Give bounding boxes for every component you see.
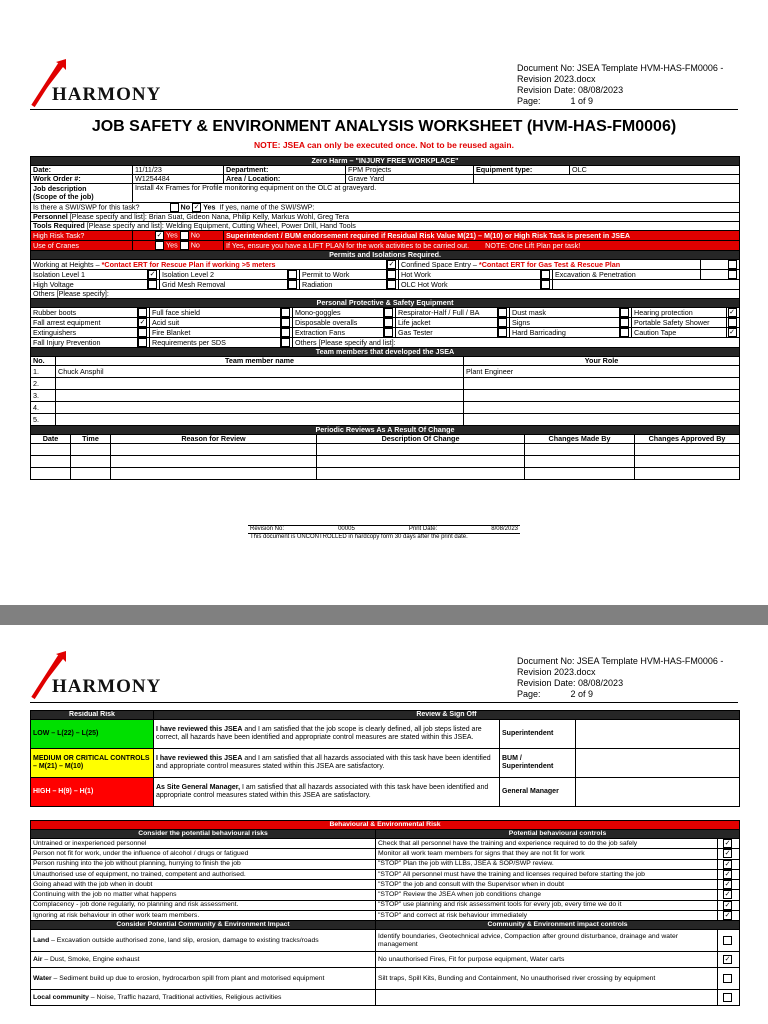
env-checkbox[interactable] — [723, 974, 732, 983]
behav-checkbox[interactable]: ✓ — [724, 912, 731, 920]
team-row-role[interactable] — [464, 390, 740, 402]
work-order-label: Work Order #: — [31, 175, 133, 184]
behav-checkbox[interactable]: ✓ — [724, 870, 731, 878]
team-header: Team members that developed the JSEA — [31, 348, 740, 357]
review-cell[interactable] — [317, 468, 525, 480]
ppe-extraction-fans-checkbox[interactable] — [384, 328, 393, 337]
isolation-level-1-label: Isolation Level 1 — [31, 270, 148, 280]
department-value[interactable]: FPM Projects — [346, 166, 474, 175]
review-cell[interactable] — [525, 444, 635, 456]
env-control: No unauthorised Fires, Fit for purpose equipment, Water carts — [376, 952, 718, 968]
cranes-options: Yes No — [133, 241, 224, 251]
ppe-fall-arrest: Fall arrest equipment — [31, 318, 138, 328]
behav-risk: Continuing with the job no matter what happens — [31, 890, 376, 900]
logo-text: HARMONY — [52, 676, 162, 697]
ppe-rubber-boots-checkbox[interactable] — [138, 308, 147, 317]
review-cell[interactable] — [525, 468, 635, 480]
confined-space-row: Confined Space Entry – *Contact ERT for Gas Test & Rescue Plan — [399, 260, 701, 270]
reviews-col-description: Description Of Change — [317, 435, 525, 444]
env-col-impact: Consider Potential Community & Environment Impact — [31, 921, 376, 930]
ppe-disposable-overalls: Disposable overalls — [293, 318, 384, 328]
high-risk-yes-checkbox[interactable]: ✓ — [156, 232, 163, 239]
reviews-header: Periodic Reviews As A Result Of Change — [31, 426, 740, 435]
team-row-role[interactable] — [464, 378, 740, 390]
behav-control: "STOP" and correct at risk behaviour immediately — [376, 911, 718, 921]
olc-hot-work-checkbox[interactable] — [541, 280, 550, 289]
document-info — [517, 656, 723, 700]
behav-checkbox[interactable]: ✓ — [724, 840, 731, 847]
team-row-name[interactable] — [56, 390, 464, 402]
excavation-checkbox[interactable] — [728, 270, 737, 279]
behav-risk: Going ahead with the job when in doubt — [31, 880, 376, 890]
review-cell[interactable] — [317, 456, 525, 468]
ppe-mono-goggles: Mono-goggles — [293, 308, 384, 318]
ppe-others[interactable]: Others [Please specify and list]: — [293, 338, 740, 348]
ppe-respirator-checkbox[interactable] — [498, 308, 507, 317]
permits-header: Permits and Isolations Required. — [31, 251, 740, 260]
ppe-life-jacket-checkbox[interactable] — [498, 318, 507, 327]
swi-no-checkbox[interactable] — [170, 203, 179, 212]
date-label: Date: — [31, 166, 133, 175]
ppe-fall-injury: Fall Injury Prevention — [31, 338, 138, 348]
behav-control: Check that all personnel have the training and experience required to do the job safely — [376, 839, 718, 849]
ppe-extinguishers: Extinguishers — [31, 328, 138, 338]
team-row-name[interactable] — [56, 414, 464, 426]
high-risk-no-checkbox[interactable] — [180, 231, 189, 240]
permit-to-work-checkbox[interactable] — [387, 270, 396, 279]
ppe-face-shield-checkbox[interactable] — [281, 308, 290, 317]
risk-medium-role: BUM / Superintendent — [500, 749, 576, 778]
env-col-controls: Community & Environment impact controls — [376, 921, 740, 930]
behav-risk: Unauthorised use of equipment, no trained, competent and authorised. — [31, 869, 376, 879]
radiation-label: Radiation — [300, 280, 387, 290]
hot-work-checkbox[interactable] — [541, 270, 550, 279]
ppe-gas-tester: Gas Tester — [396, 328, 498, 338]
ppe-face-shield: Full face shield — [150, 308, 281, 318]
behav-checkbox[interactable]: ✓ — [724, 860, 731, 868]
review-cell[interactable] — [111, 456, 317, 468]
behav-checkbox[interactable]: ✓ — [724, 881, 731, 889]
area-value[interactable]: Grave Yard — [346, 175, 474, 184]
behav-control: "STOP" use planning and risk assessment tools for every job, every time we do it — [376, 900, 718, 910]
team-row-name[interactable] — [56, 402, 464, 414]
area-label: Area / Location: — [224, 175, 346, 184]
uncontrolled-notice: This document is UNCONTROLLED in hardcopy form 30 days after the print date. — [250, 534, 468, 540]
equipment-type-value[interactable]: OLC — [570, 166, 740, 175]
swi-question-row: Is there a SWI/SWP for this task? No ✓ Yes If yes, name of the SWI/SWP: — [31, 203, 740, 213]
doc-page: Page: 2 of 9 — [517, 689, 594, 699]
personnel-row[interactable]: Personnel [Please specify and list]: Brian Suat, Gideon Nana, Philip Kelly, Markus Wohl, Greg Tera — [31, 213, 740, 222]
signoff-col-risk: Residual Risk — [31, 711, 154, 720]
behav-control: "STOP" Plan the job with LLBs, JSEA & SOP/SWP review. — [376, 859, 718, 869]
high-risk-text: Superintendent / BUM endorsement required if Residual Risk Value M(21) – M(10) or High Risk Task is present in JSEA — [224, 231, 740, 241]
behav-control: Monitor all work team members for signs that they are not fit for work — [376, 849, 718, 859]
cranes-label: Use of Cranes — [31, 241, 133, 251]
review-cell[interactable] — [71, 456, 111, 468]
document-info — [517, 63, 723, 107]
behav-control: "STOP" Review the JSEA when job conditions change — [376, 890, 718, 900]
ppe-hard-barricading: Hard Barricading — [510, 328, 620, 338]
job-details-section — [30, 156, 739, 480]
isolation-level-2-checkbox[interactable] — [288, 270, 297, 279]
grid-mesh-checkbox[interactable] — [288, 280, 297, 289]
env-risk: Local community – Noise, Traffic hazard, Traditional activities, Religious activities — [31, 990, 376, 1006]
ppe-dust-mask: Dust mask — [510, 308, 620, 318]
doc-revision-date: Revision Date: 08/08/2023 — [517, 678, 624, 688]
superintendent-signature[interactable] — [576, 720, 740, 749]
team-row-name[interactable] — [56, 378, 464, 390]
risk-high-text: As Site General Manager, I am satisfied that all hazards associated with this task have been identified and appropriate control measures stated within this JSEA are satisfactory. — [154, 778, 500, 807]
reviews-col-date: Date — [31, 435, 71, 444]
review-cell[interactable] — [525, 456, 635, 468]
risk-high-label: HIGH – H(9) – H(1) — [31, 778, 154, 807]
ppe-respirator: Respirator-Half / Full / BA — [396, 308, 498, 318]
ppe-safety-shower-checkbox[interactable] — [728, 318, 737, 327]
team-col-no: No. — [31, 357, 56, 366]
reuse-note: NOTE: JSEA can only be executed once. Not to be reused again. — [254, 140, 514, 150]
env-checkbox[interactable] — [723, 936, 732, 945]
ppe-hearing-protection: Hearing protection — [632, 308, 727, 318]
ppe-hard-barricading-checkbox[interactable] — [620, 328, 629, 337]
behav-col-risks: Consider the potential behavioural risks — [31, 830, 376, 839]
swi-yes-checkbox[interactable]: ✓ — [193, 204, 200, 211]
review-cell[interactable] — [635, 444, 740, 456]
high-voltage-label: High Voltage — [31, 280, 148, 290]
reviews-col-reason: Reason for Review — [111, 435, 317, 444]
team-row-role[interactable]: Plant Engineer — [464, 366, 740, 378]
doc-number: Document No: JSEA Template HVM-HAS-FM0006 - — [517, 63, 724, 73]
isolation-level-2-label: Isolation Level 2 — [160, 270, 288, 280]
risk-high-role: General Manager — [500, 778, 576, 807]
zero-harm-banner: Zero Harm – "INJURY FREE WORKPLACE" — [31, 157, 740, 166]
behav-risk: Person rushing into the job without planning, hurrying to finish the job — [31, 859, 376, 869]
behav-checkbox[interactable]: ✓ — [724, 850, 731, 858]
ppe-fall-injury-checkbox[interactable] — [138, 338, 147, 347]
working-at-heights-row: Working at Heights – *Contact ERT for Rescue Plan if working >5 meters — [31, 260, 387, 270]
signoff-section — [30, 710, 739, 807]
reviews-col-approved-by: Changes Approved By — [635, 435, 740, 444]
env-risk: Land – Excavation outside authorised zone, land slip, erosion, damage to existing tracks/roads — [31, 930, 376, 952]
excavation-label: Excavation & Penetration — [553, 270, 701, 280]
review-cell[interactable] — [111, 444, 317, 456]
ppe-fire-blanket: Fire Blanket — [150, 328, 281, 338]
behav-control: "STOP" All personnel must have the training and licenses required before starting the job — [376, 869, 718, 879]
reviews-col-made-by: Changes Made By — [525, 435, 635, 444]
review-cell[interactable] — [31, 444, 71, 456]
logo-text: HARMONY — [52, 84, 162, 105]
high-voltage-checkbox[interactable] — [148, 280, 157, 289]
risk-low-text: I have reviewed this JSEA and I am satisfied that the job scope is clearly defined, all job steps listed are correct, all hazards have been identified and appropriate control measures are stated within this JSEA. — [154, 720, 500, 749]
doc-revision-file: Revision 2023.docx — [517, 74, 596, 84]
behavioural-header: Behavioural & Environmental Risk — [31, 821, 740, 830]
ppe-hearing-protection-checkbox[interactable]: ✓ — [729, 309, 735, 316]
ppe-gas-tester-checkbox[interactable] — [498, 328, 507, 337]
ppe-caution-tape-checkbox[interactable]: ✓ — [729, 329, 735, 336]
doc-revision-date: Revision Date: 08/08/2023 — [517, 85, 624, 95]
behav-checkbox[interactable]: ✓ — [724, 891, 731, 899]
isolation-level-1-checkbox[interactable]: ✓ — [149, 271, 156, 278]
radiation-checkbox[interactable] — [387, 280, 396, 289]
env-control — [376, 990, 718, 1006]
ppe-caution-tape: Caution Tape — [632, 328, 727, 338]
team-row-name[interactable]: Chuck Ansphil — [56, 366, 464, 378]
job-description-label: Job description (Scope of the job) — [31, 184, 133, 203]
page-footer: Revision No: 00005 Print Date: 8/08/2023 This document is UNCONTROLLED in hardcopy form 30 days after the print date. — [250, 526, 518, 540]
team-row-no: 4. — [31, 402, 56, 414]
doc-page: Page: 1 of 9 — [517, 96, 594, 106]
review-cell[interactable] — [31, 468, 71, 480]
ppe-safety-shower: Portable Safety Shower — [632, 318, 727, 328]
behav-risk: Ignoring at risk behaviour in other work team members. — [31, 911, 376, 921]
review-cell[interactable] — [317, 444, 525, 456]
ppe-sds: Requirements per SDS — [150, 338, 281, 348]
permit-to-work-label: Permit to Work — [300, 270, 387, 280]
behav-risk: Untrained or inexperienced personnel — [31, 839, 376, 849]
ppe-sds-checkbox[interactable] — [281, 338, 290, 347]
hot-work-label: Hot Work — [399, 270, 541, 280]
team-col-role: Your Role — [464, 357, 740, 366]
env-checkbox[interactable] — [723, 993, 732, 1002]
doc-revision-file: Revision 2023.docx — [517, 667, 596, 677]
team-row-no: 5. — [31, 414, 56, 426]
risk-medium-text: I have reviewed this JSEA and I am satisfied that all hazards associated with this task have been identified and appropriate control measures stated within this JSEA are satisfactory. — [154, 749, 500, 778]
department-label: Department: — [224, 166, 346, 175]
working-at-heights-checkbox[interactable]: ✓ — [388, 261, 395, 268]
review-cell[interactable] — [635, 456, 740, 468]
equipment-type-label: Equipment type: — [474, 166, 570, 175]
team-row-no: 1. — [31, 366, 56, 378]
review-cell[interactable] — [71, 444, 111, 456]
team-col-name: Team member name — [56, 357, 464, 366]
risk-medium-label: MEDIUM OR CRITICAL CONTROLS – M(21) – M(10) — [31, 749, 154, 778]
company-logo — [30, 58, 170, 108]
ppe-signs-checkbox[interactable] — [620, 318, 629, 327]
risk-low-role: Superintendent — [500, 720, 576, 749]
ppe-acid-suit-checkbox[interactable] — [281, 318, 290, 327]
env-control: Silt traps, Spill Kits, Bunding and Containment, No unauthorised river crossing by equipment — [376, 968, 718, 990]
tools-row[interactable]: Tools Required [Please specify and list]: Welding Equipment, Cutting Wheel, Power Drill, Hand Tools — [31, 222, 740, 231]
permits-others-row[interactable]: Others [Please specify]: — [31, 290, 740, 299]
reviews-col-time: Time — [71, 435, 111, 444]
cranes-no-checkbox[interactable] — [180, 241, 189, 250]
team-row-role[interactable] — [464, 414, 740, 426]
behav-risk: Person not fit for work, under the influence of alcohol / drugs or fatigued — [31, 849, 376, 859]
behav-risk: Complacency - job done regularly, no planning and risk assessment. — [31, 900, 376, 910]
behav-control: "STOP" the job and consult with the Supervisor when in doubt — [376, 880, 718, 890]
ppe-dust-mask-checkbox[interactable] — [620, 308, 629, 317]
cranes-text: If Yes, ensure you have a LIFT PLAN for the work activities to be carried out. NOTE: One Lift Plan per task! — [224, 241, 740, 251]
behav-checkbox[interactable]: ✓ — [724, 901, 731, 909]
general-manager-signature[interactable] — [576, 778, 740, 807]
ppe-extraction-fans: Extraction Fans — [293, 328, 384, 338]
ppe-acid-suit: Acid suit — [150, 318, 281, 328]
team-row-no: 3. — [31, 390, 56, 402]
env-checkbox[interactable]: ✓ — [724, 956, 731, 964]
behavioural-section — [30, 820, 739, 1006]
high-risk-label: High Risk Task? — [31, 231, 133, 241]
work-order-value[interactable]: W1254484 — [133, 175, 224, 184]
ppe-disposable-overalls-checkbox[interactable] — [384, 318, 393, 327]
team-row-no: 2. — [31, 378, 56, 390]
doc-number: Document No: JSEA Template HVM-HAS-FM0006 - — [517, 656, 724, 666]
ppe-fall-arrest-checkbox[interactable]: ✓ — [139, 319, 146, 326]
bum-signature[interactable] — [576, 749, 740, 778]
signoff-col-review: Review & Sign Off — [154, 711, 740, 720]
ppe-signs: Signs — [510, 318, 620, 328]
review-cell[interactable] — [635, 468, 740, 480]
ppe-extinguishers-checkbox[interactable] — [138, 328, 147, 337]
page-title: JOB SAFETY & ENVIRONMENT ANALYSIS WORKSHEET (HVM-HAS-FM0006) — [91, 118, 677, 135]
env-control: Identify boundaries, Geotechnical advice, Compaction after ground disturbance, drainage and water management — [376, 930, 718, 952]
cranes-yes-checkbox[interactable] — [155, 241, 164, 250]
company-logo — [30, 650, 170, 700]
risk-low-label: LOW – L(22) – L(25) — [31, 720, 154, 749]
grid-mesh-label: Grid Mesh Removal — [160, 280, 288, 290]
team-row-role[interactable] — [464, 402, 740, 414]
ppe-fire-blanket-checkbox[interactable] — [281, 328, 290, 337]
ppe-rubber-boots: Rubber boots — [31, 308, 138, 318]
high-risk-options: ✓ Yes No — [133, 231, 224, 241]
job-description-value[interactable]: Install 4x Frames for Profile monitoring equipment on the OLC at graveyard. — [133, 184, 740, 203]
header-rule — [30, 702, 738, 703]
ppe-life-jacket: Life jacket — [396, 318, 498, 328]
review-cell[interactable] — [31, 456, 71, 468]
olc-hot-work-label: OLC Hot Work — [399, 280, 541, 290]
env-risk: Air – Dust, Smoke, Engine exhaust — [31, 952, 376, 968]
behav-col-controls: Potential behavioural controls — [376, 830, 740, 839]
env-risk: Water – Sediment build up due to erosion, hydrocarbon spill from plant and motorised equipment — [31, 968, 376, 990]
confined-space-checkbox[interactable] — [728, 260, 737, 269]
ppe-mono-goggles-checkbox[interactable] — [384, 308, 393, 317]
ppe-header: Personal Protective & Safety Equipment — [31, 299, 740, 308]
page-2 — [0, 625, 768, 1024]
header-rule — [30, 109, 738, 110]
date-value[interactable]: 11/11/23 — [133, 166, 224, 175]
review-cell[interactable] — [111, 468, 317, 480]
review-cell[interactable] — [71, 468, 111, 480]
